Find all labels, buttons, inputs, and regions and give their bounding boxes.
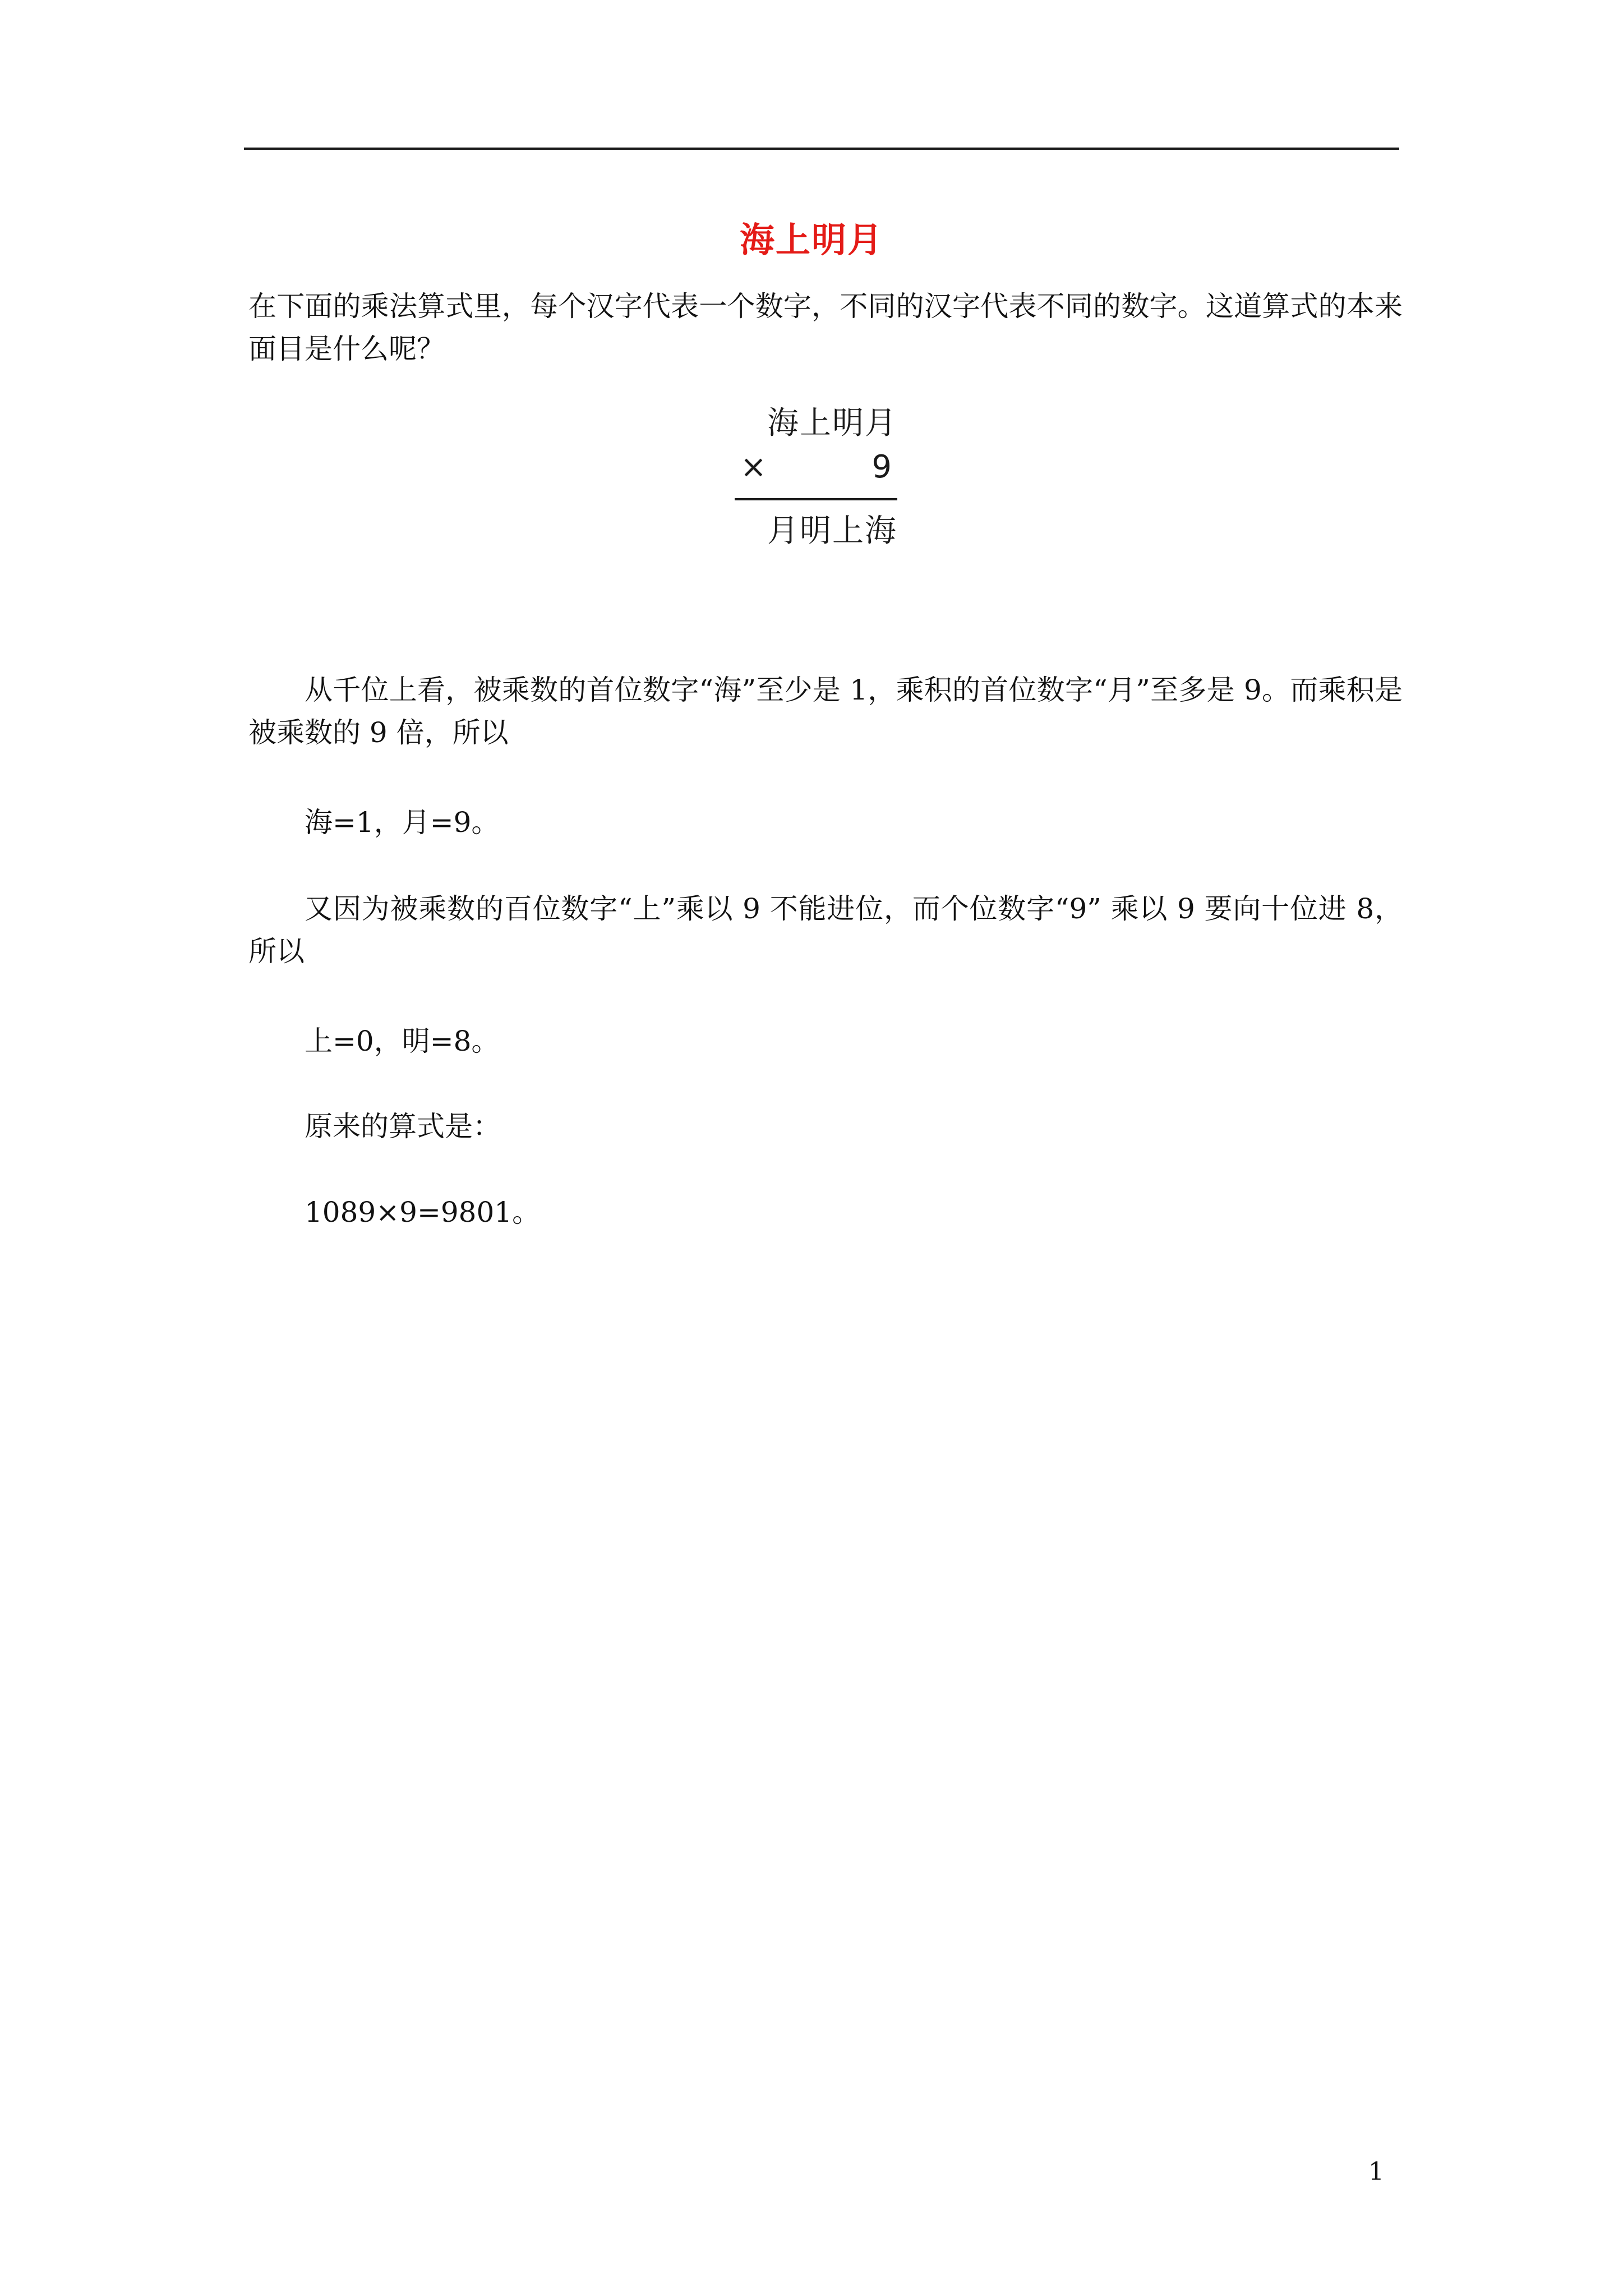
page-title: 海上明月 xyxy=(739,219,883,260)
header-rule xyxy=(244,148,1399,150)
solution-result-2: 上=0，明=8。 xyxy=(305,1025,500,1057)
multiplication-puzzle xyxy=(735,393,897,561)
solution-result-1: 海=1，月=9。 xyxy=(305,806,500,839)
puzzle-multiplier: 9 xyxy=(872,449,892,485)
puzzle-times-sign: × xyxy=(740,449,767,485)
puzzle-rule xyxy=(735,498,897,500)
solution-result-3: 1089×9=9801。 xyxy=(305,1196,541,1228)
solution-paragraph-1: 从千位上看，被乘数的首位数字“海”至少是 1，乘积的首位数字“月”至多是 9。而乘积是被乘数的 9 倍，所以 xyxy=(248,674,1403,749)
puzzle-product: 月明上海 xyxy=(767,513,897,549)
intro-paragraph: 在下面的乘法算式里，每个汉字代表一个数字，不同的汉字代表不同的数字。这道算式的本来面目是什么呢？ xyxy=(248,290,1403,365)
page-number: 1 xyxy=(1368,2157,1384,2186)
solution-paragraph-3: 原来的算式是： xyxy=(305,1110,501,1143)
puzzle-multiplicand: 海上明月 xyxy=(767,405,897,441)
solution-paragraph-2: 又因为被乘数的百位数字“上”乘以 9 不能进位，而个位数字“9” 乘以 9 要向十位进 8，所以 xyxy=(248,892,1403,968)
